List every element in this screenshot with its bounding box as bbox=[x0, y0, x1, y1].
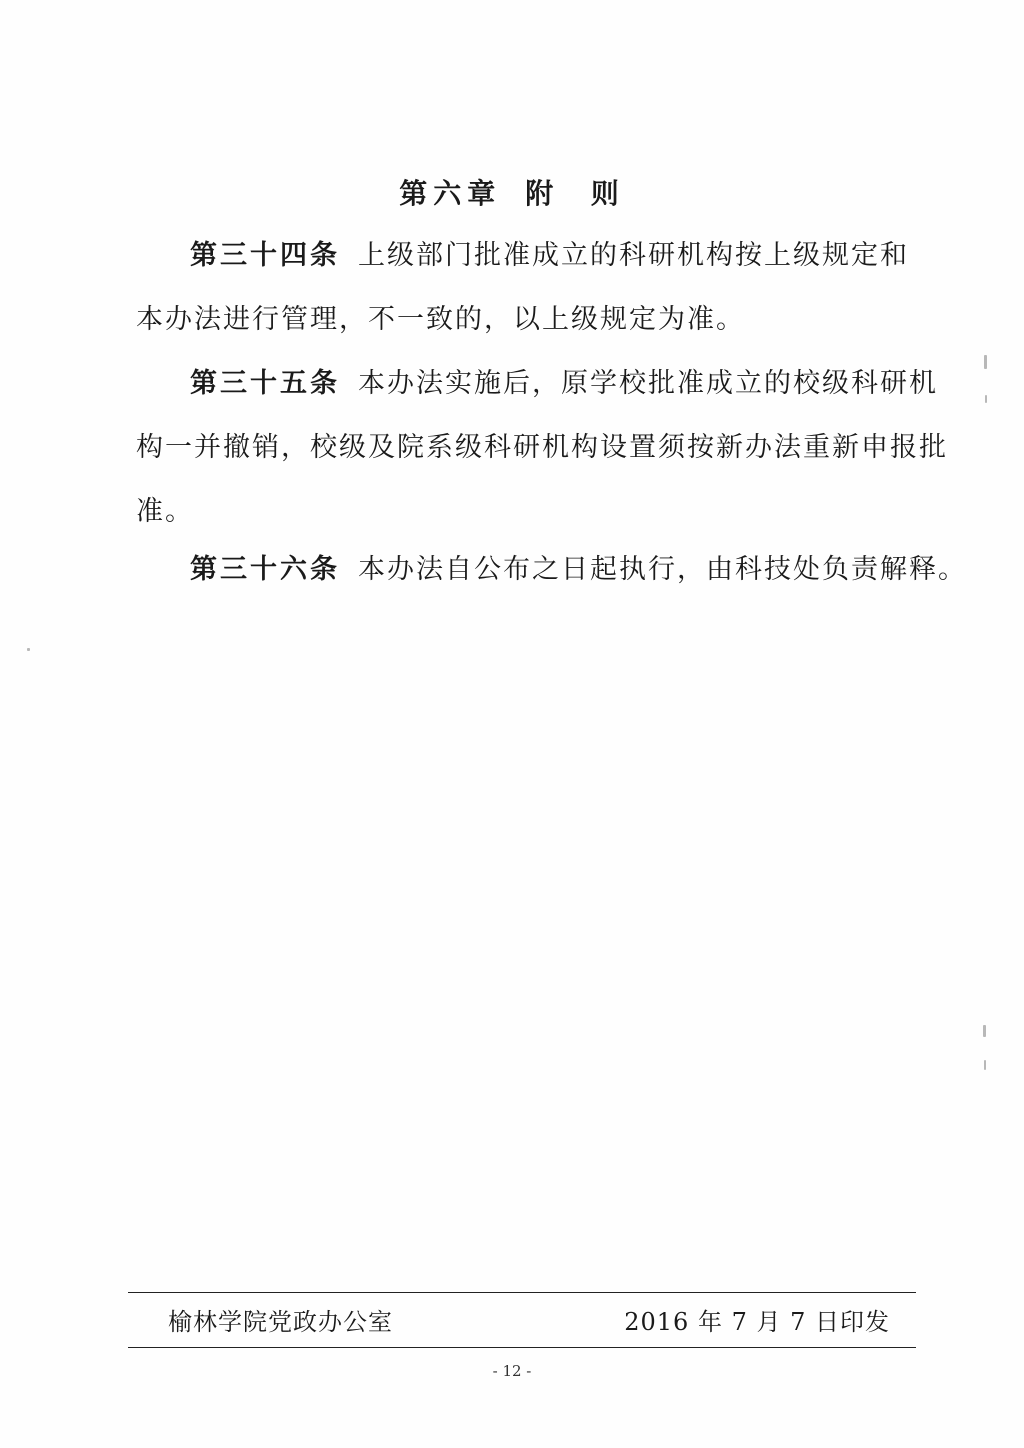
scan-mark bbox=[985, 395, 987, 403]
article-35 bbox=[136, 352, 948, 544]
article-text-line: 准。 bbox=[136, 496, 194, 527]
footer-bottom-rule bbox=[128, 1347, 916, 1348]
article-34 bbox=[136, 224, 916, 352]
chapter-name: 附 则 bbox=[525, 177, 625, 210]
scan-mark bbox=[984, 355, 987, 369]
article-text-line: 构一并撤销，校级及院系级科研机构设置须按新办法重新申报批 bbox=[136, 432, 948, 463]
page-number: - 12 - bbox=[492, 1362, 532, 1380]
article-number: 第三十四条 bbox=[190, 240, 340, 271]
footer-row bbox=[168, 1302, 890, 1337]
scan-mark bbox=[983, 1025, 986, 1037]
footer-date: 2016 年 7 月 7 日印发 bbox=[624, 1308, 890, 1336]
chapter-number: 第六章 bbox=[399, 177, 502, 210]
footer-top-rule bbox=[128, 1292, 916, 1293]
article-36 bbox=[136, 538, 967, 602]
chapter-title bbox=[0, 172, 1024, 212]
article-number: 第三十六条 bbox=[190, 554, 340, 585]
scan-mark bbox=[27, 648, 30, 651]
article-number: 第三十五条 bbox=[190, 368, 340, 399]
scan-mark bbox=[984, 1060, 986, 1070]
article-text-line: 本办法自公布之日起执行，由科技处负责解释。 bbox=[358, 554, 967, 585]
article-text-line: 本办法进行管理，不一致的，以上级规定为准。 bbox=[136, 304, 745, 335]
footer-issuer: 榆林学院党政办公室 bbox=[168, 1308, 393, 1336]
article-text-line: 上级部门批准成立的科研机构按上级规定和 bbox=[358, 240, 909, 271]
article-text-line: 本办法实施后，原学校批准成立的校级科研机 bbox=[358, 368, 938, 399]
